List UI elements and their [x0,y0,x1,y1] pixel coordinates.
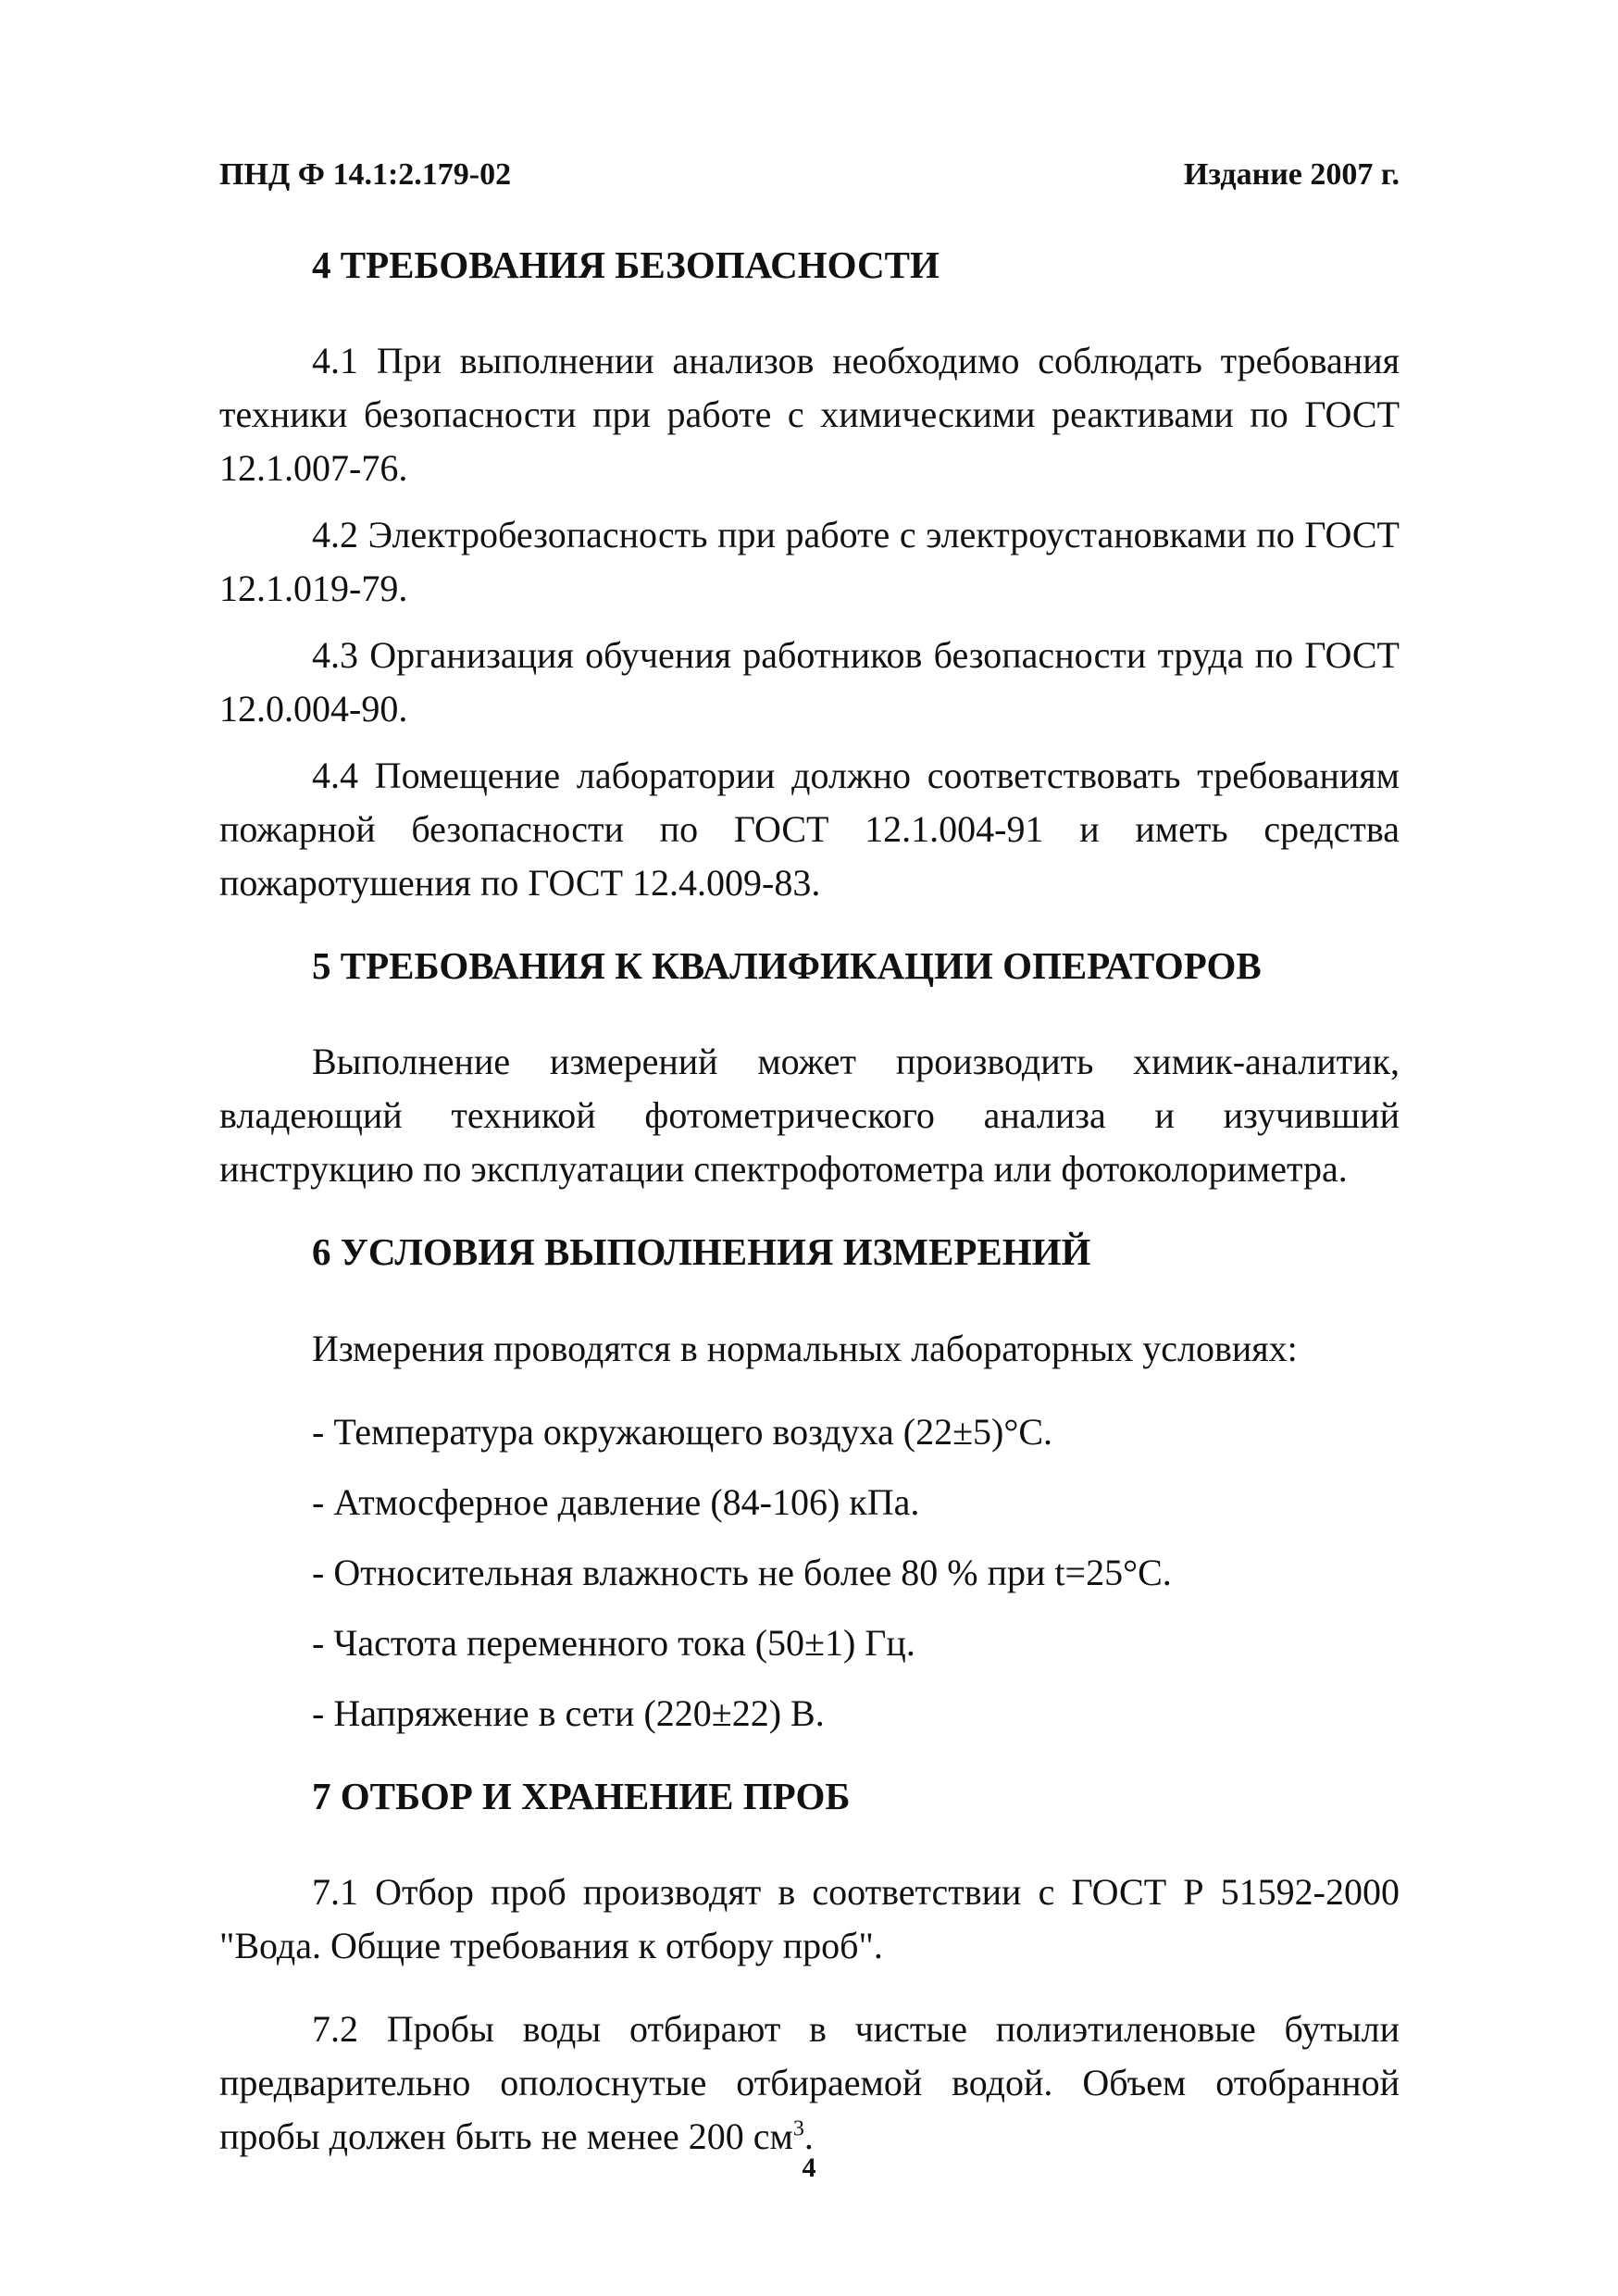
section-5-title: 5 ТРЕБОВАНИЯ К КВАЛИФИКАЦИИ ОПЕРАТОРОВ [312,944,1262,988]
condition-item: - Атмосферное давление (84-106) кПа. [312,1480,920,1523]
document-body [219,243,1400,2177]
section-4-3: 4.3 Организация обучения работников безопасности труда по ГОСТ 12.0.004-90. [219,634,1400,730]
edition-label: Издание 2007 г. [1183,157,1400,192]
condition-item: - Напряжение в сети (220±22) В. [312,1691,825,1734]
section-6-intro: Измерения проводятся в нормальных лабораторных условиях: [312,1327,1298,1369]
condition-item: - Частота переменного тока (50±1) Гц. [312,1621,915,1664]
condition-item: - Относительная влажность не более 80 % при t=25°С. [312,1551,1172,1593]
section-7-2-text: 7.2 Пробы воды отбирают в чистые полиэтиленовые бутыли предварительно ополоснутые отбираемой водой. Объем отобранной пробы должен быть не менее 200 см [219,2007,1400,2157]
section-4-2: 4.2 Электробезопасность при работе с электроустановками по ГОСТ 12.1.019-79. [219,514,1400,610]
section-5-text: Выполнение измерений может производить химик-аналитик, владеющий техникой фотометрического анализа и изучивший инструкцию по эксплуатации спектрофотометра или фотоколориметра. [219,1041,1400,1191]
section-6-title: 6 УСЛОВИЯ ВЫПОЛНЕНИЯ ИЗМЕРЕНИЙ [312,1230,1091,1274]
section-7-2-end: . [803,2115,814,2157]
page-number: 4 [802,2152,816,2183]
condition-item: - Температура окружающего воздуха (22±5)°С. [312,1410,1053,1453]
document-code: ПНД Ф 14.1:2.179-02 [219,157,512,192]
cubic-superscript: 3 [792,2116,804,2141]
section-4-4: 4.4 Помещение лаборатории должно соответствовать требованиям пожарной безопасности по ГОСТ 12.1.004-91 и иметь средства пожаротушения по ГОСТ 12.4.009-83. [219,755,1400,905]
section-4-title: 4 ТРЕБОВАНИЯ БЕЗОПАСНОСТИ [312,243,940,286]
section-7-title: 7 ОТБОР И ХРАНЕНИЕ ПРОБ [312,1774,851,1817]
section-4-1: 4.1 При выполнении анализов необходимо соблюдать требования техники безопасности при работе с химическими реактивами по ГОСТ 12.1.007-76. [219,340,1400,490]
section-7-2 [219,2003,1400,2164]
section-7-1: 7.1 Отбор проб производят в соответствии с ГОСТ Р 51592-2000 "Вода. Общие требования к отбору проб". [219,1870,1400,1966]
